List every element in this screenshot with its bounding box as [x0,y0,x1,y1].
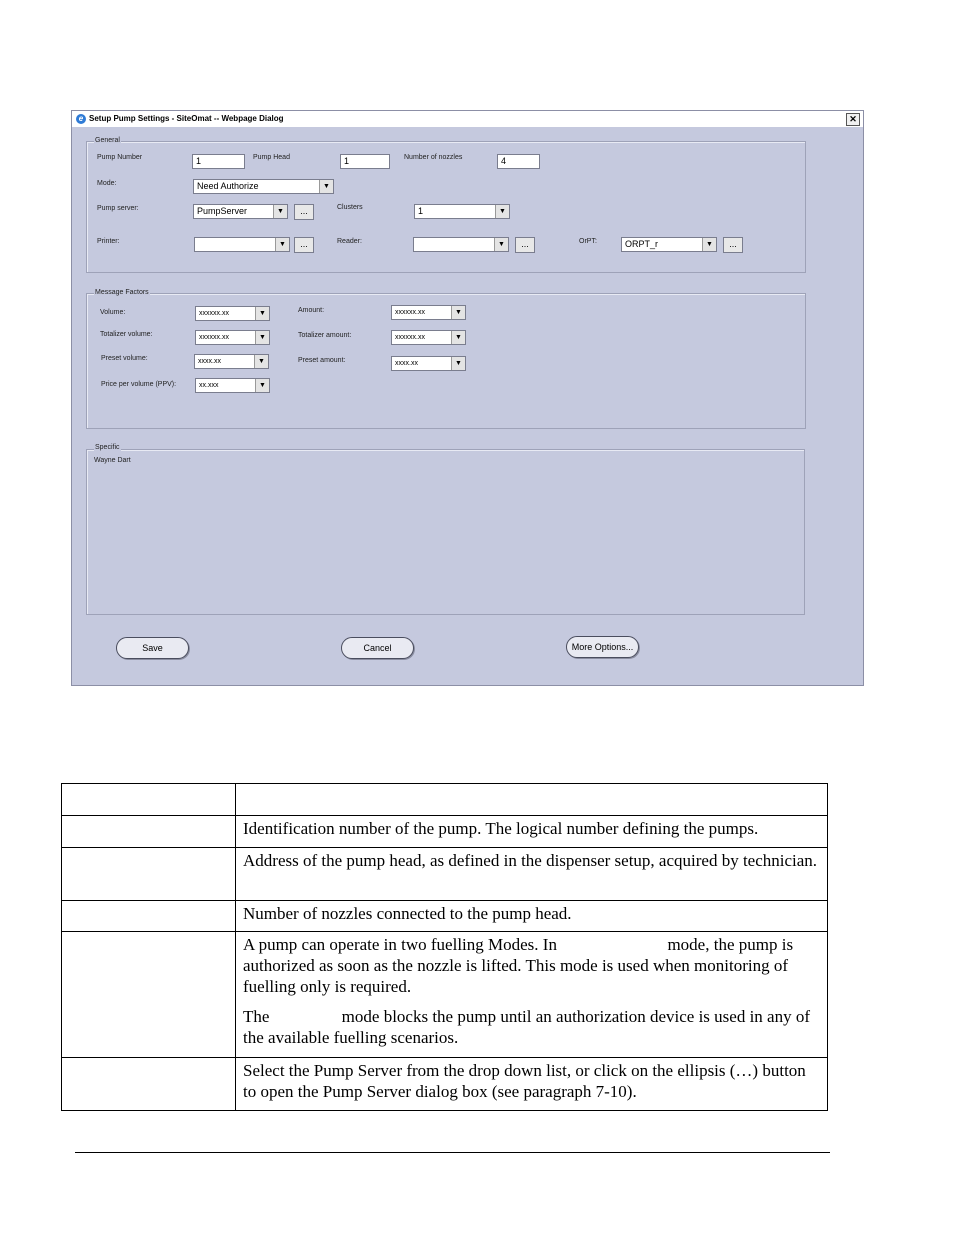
close-button[interactable]: ✕ [846,113,860,126]
table-header-row [62,784,828,816]
chevron-down-icon[interactable]: ▼ [495,205,509,218]
chevron-down-icon[interactable]: ▼ [451,331,465,344]
chevron-down-icon[interactable]: ▼ [702,238,716,251]
more-options-button[interactable]: More Options... [566,636,639,658]
printer-ellipsis-button[interactable]: ... [294,237,314,253]
setup-pump-settings-dialog [71,110,864,686]
table-paragraph: Number of nozzles connected to the pump head. [243,904,572,923]
nozzles-input[interactable]: 4 [497,154,540,169]
table-row [62,1058,828,1111]
reader-dropdown[interactable] [413,237,509,252]
preset-volume-dropdown[interactable] [194,354,269,369]
pump-server-dropdown[interactable] [193,204,288,219]
preset-volume-label: Preset volume: [101,355,148,362]
chevron-down-icon[interactable]: ▼ [254,355,268,368]
mode-label: Mode: [97,180,117,187]
chevron-down-icon[interactable]: ▼ [275,238,289,251]
specific-group [86,449,805,615]
table-cell-description [236,816,828,848]
clusters-label: Clusters [337,204,363,211]
table-cell-description [236,1058,828,1111]
amount-value: xxxxxx.xx [395,309,425,316]
table-cell-field [62,1058,236,1111]
table-row [62,901,828,932]
volume-label: Volume: [100,309,126,316]
specific-text: Wayne Dart [94,457,131,464]
orpt-ellipsis-button[interactable]: ... [723,237,743,253]
chevron-down-icon[interactable]: ▼ [319,180,333,193]
ppv-dropdown[interactable] [195,378,270,393]
footer-divider [75,1152,830,1153]
specific-legend: Specific [95,444,120,451]
mode-value: Need Authorize [197,181,259,191]
pump-server-ellipsis-button[interactable]: ... [294,204,314,220]
table-cell-description [236,901,828,932]
printer-dropdown[interactable] [194,237,290,252]
orpt-dropdown[interactable] [621,237,717,252]
table-paragraph: The mode blocks the pump until an authorization device is used in any of the available fuelling scenarios. [243,1007,815,1047]
dialog-title: Setup Pump Settings - SiteOmat -- Webpage Dialog [89,114,284,123]
nozzles-label: Number of nozzles [404,154,463,161]
reader-ellipsis-button[interactable]: ... [515,237,535,253]
dialog-titlebar [72,111,863,127]
chevron-down-icon[interactable]: ▼ [273,205,287,218]
table-cell-description [236,784,828,816]
table-row [62,932,828,1058]
pump-head-input[interactable]: 1 [340,154,390,169]
totalizer-amount-dropdown[interactable] [391,330,466,345]
table-paragraph: Identification number of the pump. The logical number defining the pumps. [243,819,759,838]
chevron-down-icon[interactable]: ▼ [451,306,465,319]
field-description-table [61,783,828,1111]
mode-dropdown[interactable] [193,179,334,194]
pump-server-label: Pump server: [97,205,139,212]
table-cell-description [236,848,828,901]
chevron-down-icon[interactable]: ▼ [255,331,269,344]
chevron-down-icon[interactable]: ▼ [451,357,465,370]
pump-head-label: Pump Head [253,154,290,161]
table-cell-field [62,784,236,816]
save-button[interactable]: Save [116,637,189,659]
pump-number-input[interactable]: 1 [192,154,245,169]
chevron-down-icon[interactable]: ▼ [255,307,269,320]
printer-label: Printer: [97,238,120,245]
table-paragraph: A pump can operate in two fuelling Modes. In mode, the pump is authorized as soon as the nozzle is lifted. This mode is used when monitoring of fuelling only is required. [243,935,798,996]
pump-number-label: Pump Number [97,154,143,161]
totalizer-volume-value: xxxxxx.xx [199,334,229,341]
cancel-button[interactable]: Cancel [341,637,414,659]
clusters-value: 1 [418,206,424,216]
table-cell-field [62,816,236,848]
preset-amount-dropdown[interactable] [391,356,466,371]
totalizer-volume-label: Totalizer volume: [100,331,153,338]
volume-dropdown[interactable] [195,306,270,321]
orpt-label: OrPT: [579,238,597,245]
chevron-down-icon[interactable]: ▼ [494,238,508,251]
table-paragraph: Address of the pump head, as defined in the dispenser setup, acquired by technician. [243,851,818,870]
totalizer-volume-dropdown[interactable] [195,330,270,345]
ppv-value: xx.xxx [199,382,219,389]
browser-icon: e [76,114,86,124]
volume-value: xxxxxx.xx [199,310,229,317]
amount-label: Amount: [298,307,325,314]
orpt-value: ORPT_r [625,239,659,249]
amount-dropdown[interactable] [391,305,466,320]
general-legend: General [95,137,120,144]
clusters-dropdown[interactable] [414,204,510,219]
table-cell-description [236,932,828,1058]
preset-amount-label: Preset amount: [298,357,346,364]
ppv-label: Price per volume (PPV): [101,381,177,388]
reader-label: Reader: [337,238,362,245]
pump-server-value: PumpServer [197,206,248,216]
preset-amount-value: xxxx.xx [395,360,418,367]
table-cell-field [62,901,236,932]
table-cell-field [62,932,236,1058]
chevron-down-icon[interactable]: ▼ [255,379,269,392]
totalizer-amount-value: xxxxxx.xx [395,334,425,341]
table-cell-field [62,848,236,901]
table-row [62,848,828,901]
table-row [62,816,828,848]
totalizer-amount-label: Totalizer amount: [298,332,352,339]
preset-volume-value: xxxx.xx [198,358,221,365]
table-paragraph: Select the Pump Server from the drop down list, or click on the ellipsis (…) button to open the Pump Server dialog box (see paragraph 7-10). [243,1061,806,1101]
message-factors-legend: Message Factors [95,289,149,296]
